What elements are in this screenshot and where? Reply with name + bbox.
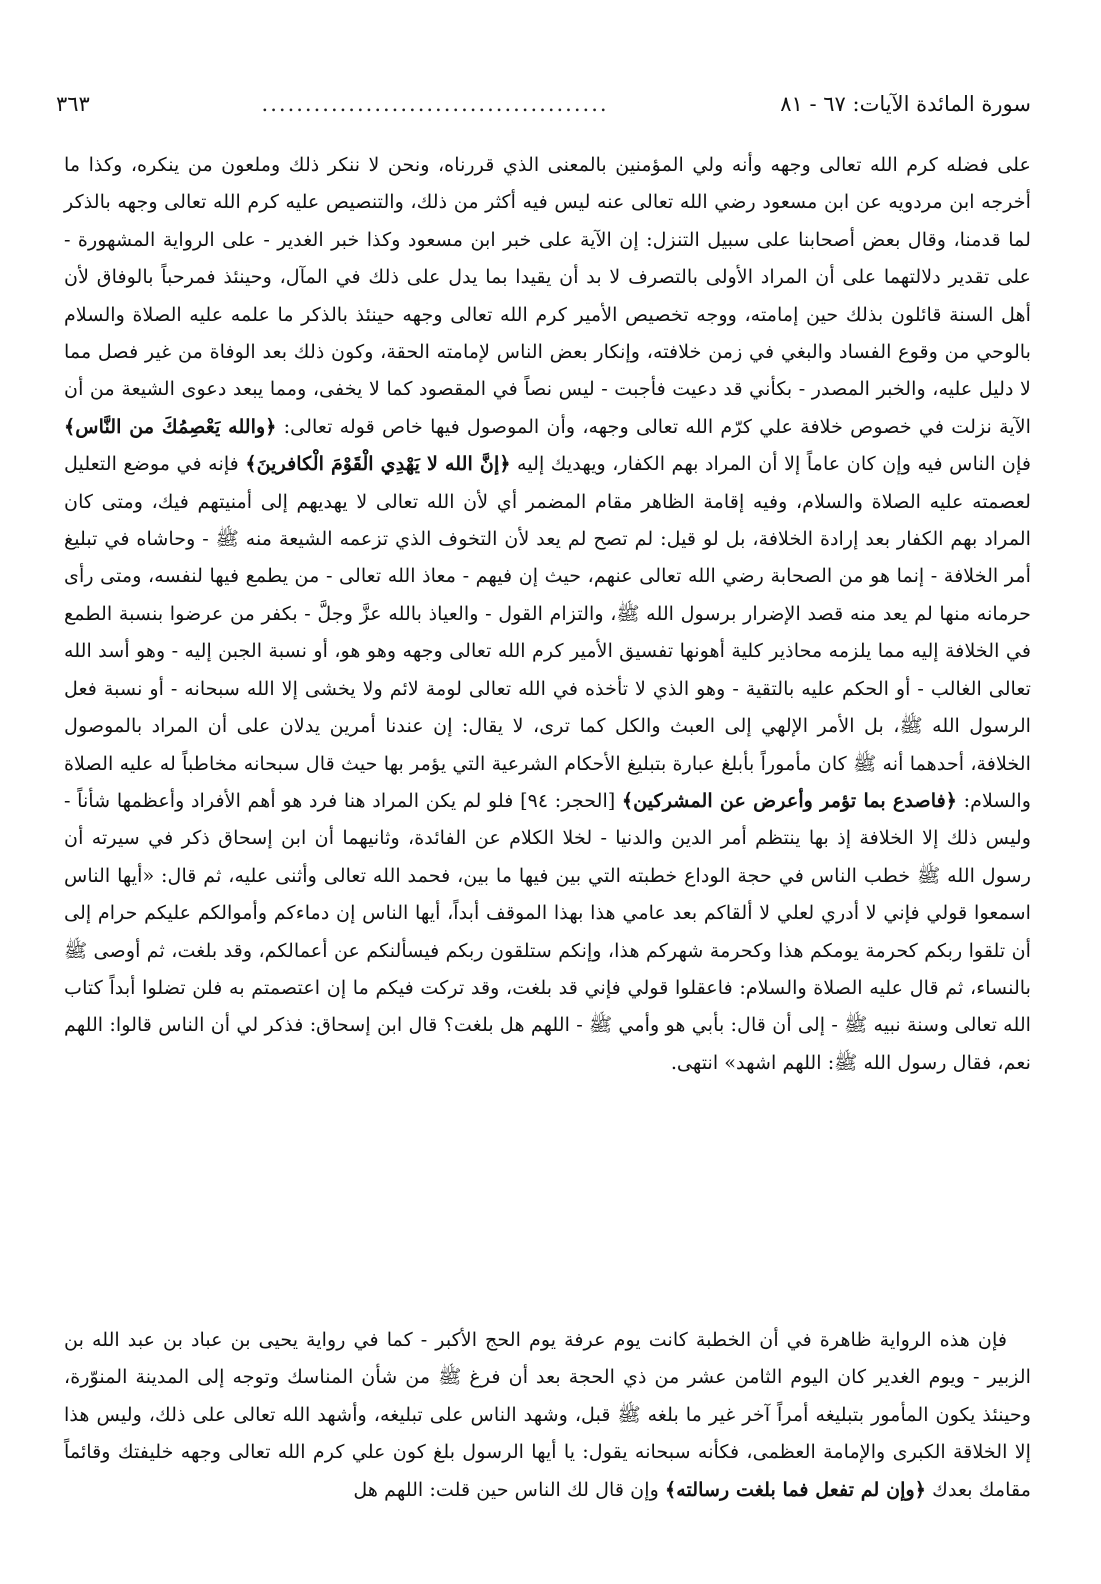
page-header: [56, 86, 1031, 122]
main-text-block: [64, 146, 1031, 1081]
surah-title: سورة المائدة الآيات: ٦٧ - ٨١: [780, 92, 1031, 116]
quran-verse: ﴿وإن لم تفعل فما بلغت رسالته﴾: [664, 1477, 927, 1501]
continuation-text-block: [64, 1321, 1031, 1508]
page-number: ٣٦٣: [56, 92, 90, 116]
text-segment: [الحجر: ٩٤] فلو لم يكن المراد هنا فرد هو أهم الأفراد وأعظمها شأناً - وليس ذلك إلا الخلافة إذ بها ينتظم أمر الدين والدنيا - لخلا الكلام عن الفائدة، وثانيهما أن ابن إسحاق ذكر في سيرته أن رسول الله ﷺ خطب الناس في حجة الوداع خطبته التي بين فيها ما بين، فحمد الله تعالى وأثنى عليه، ثم قال: «أيها الناس اسمعوا قولي فإني لا أدري لعلي لا ألقاكم بعد عامي هذا بهذا الموقف أبداً، أيها الناس إن دماءكم وأموالكم عليكم حرام إلى أن تلقوا ربكم كحرمة يومكم هذا وكحرمة شهركم هذا، وإنكم ستلقون ربكم فيسألنكم عن أعمالكم، وقد بلغت، ثم أوصى ﷺ بالنساء، ثم قال عليه الصلاة والسلام: فاعقلوا قولي فإني قد بلغت، وقد تركت فيكم ما إن اعتصمتم به فلن تضلوا أبداً كتاب الله تعالى وسنة نبيه ﷺ - إلى أن قال: بأبي هو وأمي ﷺ - اللهم هل بلغت؟ قال ابن إسحاق: فذكر لي أن الناس قالوا: اللهم نعم، فقال رسول الله ﷺ: اللهم اشهد» انتهى.: [64, 788, 1031, 1074]
commentary-paragraph: [64, 1321, 1031, 1508]
text-segment: فإن هذه الرواية ظاهرة في أن الخطبة كانت يوم عرفة يوم الحج الأكبر - كما في رواية يحيى بن عباد بن عبد الله بن الزبير - ويوم الغدير كان اليوم الثامن عشر من ذي الحجة بعد أن فرغ ﷺ من شأن المناسك وتوجه إلى المدينة المنوّرة، وحينئذ يكون المأمور بتبليغه أمراً آخر غير ما بلغه ﷺ قبل، وشهد الناس على تبليغه، وأشهد الله تعالى على ذلك، وليس هذا إلا الخلاقة الكبرى والإمامة العظمى، فكأنه سبحانه يقول: يا أيها الرسول بلغ كون علي كرم الله تعالى وجهه خليفتك وقائماً مقامك بعدك: [64, 1328, 1031, 1501]
commentary-paragraph: [64, 146, 1031, 1081]
quran-verse: ﴿فاصدع بما تؤمر وأعرض عن المشركين﴾: [621, 788, 957, 812]
text-segment: فإنه في موضع التعليل لعصمته عليه الصلاة والسلام، وفيه إقامة الظاهر مقام المضمر أي لأن الله تعالى لا يهديهم إلى أمنيتهم فيك، ومتى كان المراد بهم الكفار بعد إرادة الخلافة، بل لو قيل: لم تصح لم يعد لأن التخوف الذي تزعمه الشيعة منه ﷺ - وحاشاه في تبليغ أمر الخلافة - إنما هو من الصحابة رضي الله تعالى عنهم، حيث إن فيهم - معاذ الله تعالى - من يطمع فيها لنفسه، ومتى رأى حرمانه منها لم يعد منه قصد الإضرار برسول الله ﷺ، والتزام القول - والعياذ بالله عزَّ وجلَّ - بكفر من عرضوا بنسبة الطمع في الخلافة إليه مما يلزمه محاذير كلية أهونها تفسيق الأمير كرم الله تعالى وجهه وهو هو، أو نسبة الجبن إليه - وهو أسد الله تعالى الغالب - أو الحكم عليه بالتقية - وهو الذي لا تأخذه في الله تعالى لومة لائم ولا يخشى إلا الله سبحانه - أو نسبة فعل الرسول الله ﷺ، بل الأمر الإلهي إلى العبث والكل كما ترى، لا يقال: إن عندنا أمرين يدلان على أن المراد بالموصول الخلافة، أحدهما أنه ﷺ كان مأموراً بأبلغ عبارة بتبليغ الأحكام الشرعية التي يؤمر بها حيث قال سبحانه مخاطباً له عليه الصلاة والسلام:: [64, 452, 1031, 812]
quran-verse: ﴿والله يَعْصِمُكَ من النَّاس﴾: [64, 414, 277, 438]
text-segment: فإن الناس فيه وإن كان عاماً إلا أن المراد بهم الكفار، ويهديك إليه: [517, 452, 1031, 476]
text-segment: على فضله كرم الله تعالى وجهه وأنه ولي المؤمنين بالمعنى الذي قررناه، ونحن لا ننكر ذلك وملعون من ينكره، وكذا ما أخرجه ابن مردويه عن ابن مسعود رضي الله تعالى عنه ليس فيه أكثر من ذلك، والتنصيص عليه كرم الله تعالى وجهه بالذكر لما قدمنا، وقال بعض أصحابنا على سبيل التنزل: إن الآية على خبر ابن مسعود وكذا خبر الغدير - على الرواية المشهورة - على تقدير دلالتهما على أن المراد الأولى بالتصرف لا بد أن يقيدا بما يدل على ذلك في المآل، وحينئذ فمرحباً بالوفاق لأن أهل السنة قائلون بذلك حين إمامته، ووجه تخصيص الأمير كرم الله تعالى وجهه حينئذ بالذكر ما علمه عليه الصلاة والسلام بالوحي من وقوع الفساد والبغي في زمن خلافته، وإنكار بعض الناس لإمامته الحقة، وكون ذلك بعد الوفاة من غير فصل مما لا دليل عليه، والخبر المصدر - بكأني قد دعيت فأجبت - ليس نصاً في المقصود كما لا يخفى، ومما يبعد دعوى الشيعة من أن الآية نزلت في خصوص خلافة علي كرّم الله تعالى وجهه، وأن الموصول فيها خاص قوله تعالى:: [64, 153, 1031, 438]
header-leader-dots: ........................................: [261, 92, 609, 116]
quran-verse: ﴿إنَّ الله لا يَهْدِي الْقَوْمَ الْكافرينَ﴾: [245, 452, 511, 476]
text-segment: وإن قال لك الناس حين قلت: اللهم هل: [353, 1477, 659, 1501]
